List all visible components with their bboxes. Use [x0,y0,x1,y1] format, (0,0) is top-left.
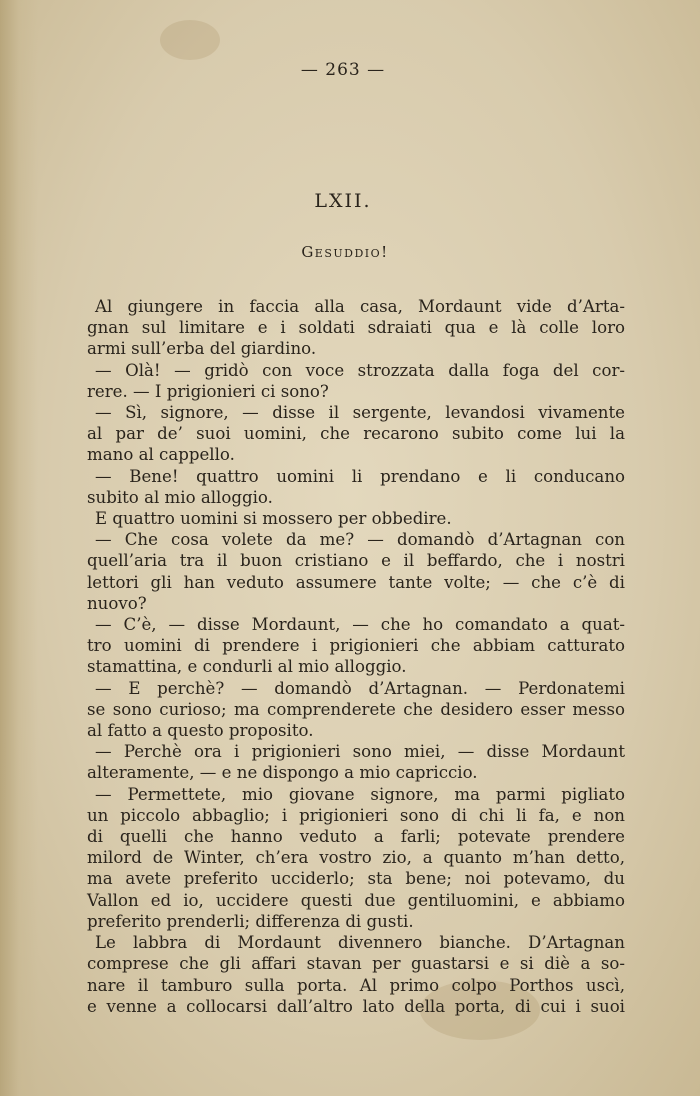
text-line: Le labbra di Mordaunt divennero bianche. D’Artagnan [95,933,625,953]
text-line: nare il tamburo sulla porta. Al primo colpo Porthos uscì, [87,975,625,995]
text-line: — Sì, signore, — disse il sergente, levandosi vivamente [95,403,625,423]
chapter-title: Gesuddio! [301,243,389,261]
text-line: ma avete preferito ucciderlo; sta bene; noi potevamo, du [87,869,625,889]
text-line: lettori gli han veduto assumere tante volte; — che c’è di [87,572,625,592]
text-line: alteramente, — e ne dispongo a mio capriccio. [87,763,478,783]
text-line: quell’aria tra il buon cristiano e il beffardo, che i nostri [87,551,625,571]
text-line: preferito prenderli; differenza di gusti. [87,911,414,931]
text-line: stamattina, e condurli al mio alloggio. [87,657,407,677]
chapter-body-text [87,296,625,1017]
text-line: — Bene! quattro uomini li prendano e li conducano [95,466,625,486]
paper-stain [160,20,220,60]
text-line: di quelli che hanno veduto a farli; potevate prendere [87,827,625,847]
page-shadow-edge [0,0,38,1096]
text-line: un piccolo abbaglio; i prigionieri sono di chi li fa, e non [87,805,625,825]
chapter-number: LXII. [314,190,372,212]
text-line: al par de’ suoi uomini, che recarono subito come lui la [87,424,625,444]
text-line: comprese che gli affari stavan per guastarsi e si diè a so- [87,954,625,974]
text-line: milord de Winter, ch’era vostro zio, a quanto m’han detto, [87,848,625,868]
text-line: — Olà! — gridò con voce strozzata dalla foga del cor- [95,360,625,380]
text-line: — C’è, — disse Mordaunt, — che ho comandato a quat- [95,615,625,635]
text-line: se sono curioso; ma comprenderete che desidero esser messo [87,699,625,719]
text-line: Al giungere in faccia alla casa, Mordaunt vide d’Arta- [95,297,625,316]
text-line: — E perchè? — domandò d’Artagnan. — Perdonatemi [95,678,625,698]
text-line: e venne a collocarsi dall’altro lato della porta, di cui i suoi [87,996,625,1016]
page-number: — 263 — [300,60,386,80]
text-line: nuovo? [87,593,147,613]
text-line: rere. — I prigionieri ci sono? [87,381,329,401]
text-line: — Che cosa volete da me? — domandò d’Artagnan con [95,530,625,550]
text-line: gnan sul limitare e i soldati sdraiati qua e là colle loro [87,318,625,338]
text-line: al fatto a questo proposito. [87,721,314,741]
text-line: mano al cappello. [87,445,235,465]
text-line: — Permettete, mio giovane signore, ma parmi pigliato [95,784,625,804]
text-line: — Perchè ora i prigionieri sono miei, — disse Mordaunt [95,742,625,762]
text-line: tro uomini di prendere i prigionieri che abbiam catturato [87,636,625,656]
text-line: Vallon ed io, uccidere questi due gentiluomini, e abbiamo [87,890,625,910]
text-line: armi sull’erba del giardino. [87,339,317,359]
text-line: E quattro uomini si mossero per obbedire. [95,509,452,529]
text-line: subito al mio alloggio. [87,487,273,507]
